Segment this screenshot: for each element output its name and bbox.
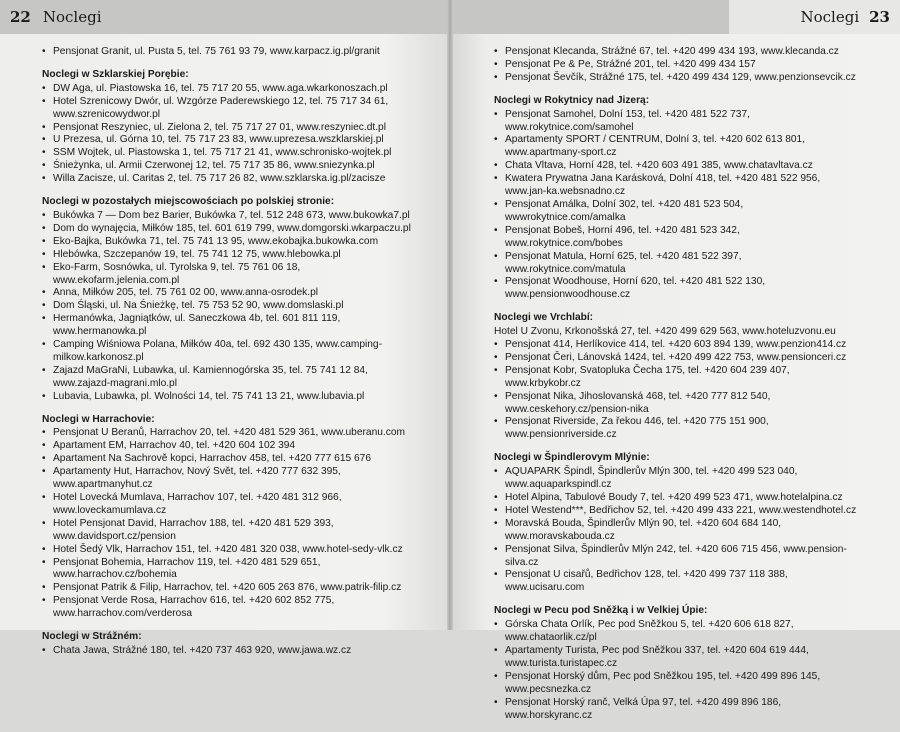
list-item: • Pensjonat Granit, ul. Pusta 5, tel. 75 761 93 79, www.karpacz.ig.pl/granit — [42, 46, 422, 59]
list-item: • Willa Zacisze, ul. Caritas 2, tel. 75 717 26 82, www.szklarska.ig.pl/zacisze — [42, 173, 422, 186]
list-item: • Apartamenty SPORT / CENTRUM, Dolní 3, tel. +420 602 613 801, www.apartmany-sport.cz — [494, 134, 860, 160]
list-item: • Pensjonat Kobr, Svatopluka Čecha 175, tel. +420 604 239 407, www.krbykobr.cz — [494, 365, 860, 391]
list-item: • AQUAPARK Špindl, Špindlerův Mlýn 300, tel. +420 499 523 040, www.aquaparkspindl.cz — [494, 466, 860, 492]
list-item: • Pensjonat Silva, Špindlerův Mlýn 242, tel. +420 606 715 456, www.pension-silva.cz — [494, 544, 860, 570]
list-item: • Zajazd MaGraNi, Lubawka, ul. Kamiennogórska 35, tel. 75 741 12 84, www.zajazd-magrani.mlo.pl — [42, 365, 422, 391]
list-item: • Pensjonat Samohel, Dolní 153, tel. +420 481 522 737, www.rokytnice.com/samohel — [494, 109, 860, 135]
list-item: • Hlebówka, Szczepanów 19, tel. 75 741 12 75, www.hlebowka.pl — [42, 249, 422, 262]
list-item: • Pensjonat Horský dům, Pec pod Sněžkou 195, tel. +420 499 896 145, www.pecsnezka.cz — [494, 671, 860, 697]
list-item: • Camping Wiśniowa Polana, Miłków 40a, tel. 692 430 135, www.camping-milkow.karkonosz.pl — [42, 339, 422, 365]
list-item: • Hotel Šedý Vlk, Harrachov 151, tel. +420 481 320 038, www.hotel-sedy-vlk.cz — [42, 544, 422, 557]
list-item: • Pensjonat Nika, Jihoslovanská 468, tel. +420 777 812 540, www.ceskehory.cz/pension-nika — [494, 391, 860, 417]
list-item: • Pensjonat Bohemia, Harrachov 119, tel. +420 481 529 651, www.harrachov.cz/bohemia — [42, 557, 422, 583]
lodging-section — [42, 196, 422, 404]
right-page-content — [494, 46, 860, 732]
lodging-section — [494, 605, 860, 722]
list-item: • SSM Wojtek, ul. Piastowska 1, tel. 75 717 21 41, www.schronisko-wojtek.pl — [42, 147, 422, 160]
lodging-section — [42, 414, 422, 622]
list-item: • Pensjonat Pe & Pe, Strážné 201, tel. +420 499 434 157 — [494, 59, 860, 72]
section-title: Noclegi w Špindlerovym Mlýnie: — [494, 452, 650, 464]
list-item: • Apartament Na Sachrově kopci, Harrachov 458, tel. +420 777 615 676 — [42, 453, 422, 466]
list-item: • Pensjonat Verde Rosa, Harrachov 616, tel. +420 602 852 775, www.harrachov.com/verderosa — [42, 595, 422, 621]
list-item: • Pensjonat Čeri, Lánovská 1424, tel. +420 499 422 753, www.pensionceri.cz — [494, 352, 860, 365]
list-item: • Pensjonat Reszyniec, ul. Zielona 2, tel. 75 717 27 01, www.reszyniec.dt.pl — [42, 122, 422, 135]
list-item: • Pensjonat Klecanda, Strážné 67, tel. +420 499 434 193, www.klecanda.cz — [494, 46, 860, 59]
section-title: Noclegi w Rokytnicy nad Jizerą: — [494, 94, 650, 106]
lodging-list — [494, 619, 860, 722]
list-item: • Chata Vltava, Horní 428, tel. +420 603 491 385, www.chatavltava.cz — [494, 160, 860, 173]
page-title: Noclegi — [42, 8, 102, 26]
list-item: • Anna, Miłków 205, tel. 75 761 02 00, www.anna-osrodek.pl — [42, 287, 422, 300]
list-item: • Pensjonat Riverside, Za řekou 446, tel. +420 775 151 900, www.pensionriverside.cz — [494, 416, 860, 442]
list-item: • Hotel Pensjonat David, Harrachov 188, tel. +420 481 529 393, www.davidsport.cz/pension — [42, 518, 422, 544]
list-item: Hotel U Zvonu, Krkonošská 27, tel. +420 499 629 563, www.hoteluzvonu.eu — [494, 326, 836, 338]
list-item: • Hotel Westend***, Bedřichov 52, tel. +420 499 433 221, www.westendhotel.cz — [494, 505, 860, 518]
lodging-list — [494, 109, 860, 303]
section-title: Noclegi we Vrchlabí: — [494, 312, 594, 324]
lodging-section — [494, 46, 860, 85]
list-item: • Bukówka 7 — Dom bez Barier, Bukówka 7, tel. 512 248 673, www.bukowka7.pl — [42, 210, 422, 223]
list-item: • Śnieżynka, ul. Armii Czerwonej 12, tel. 75 717 35 86, www.sniezynka.pl — [42, 160, 422, 173]
page-number: 23 — [869, 8, 890, 26]
lodging-list — [42, 46, 422, 59]
lodging-section — [494, 312, 860, 442]
section-title: Noclegi w Harrachovie: — [42, 413, 155, 425]
list-item: • Apartamenty Turista, Pec pod Sněžkou 337, tel. +420 604 619 444, www.turista.turistapec.cz — [494, 645, 860, 671]
lodging-section — [42, 69, 422, 186]
list-item: • Dom do wynajęcia, Miłków 185, tel. 601 619 799, www.domgorski.wkarpaczu.pl — [42, 223, 422, 236]
lodging-list — [494, 46, 860, 85]
list-item: • Pensjonat Matula, Horní 625, tel. +420 481 522 397, www.rokytnice.com/matula — [494, 251, 860, 277]
page-title: Noclegi — [800, 8, 860, 26]
list-item: • Pensjonat 414, Herlíkovice 414, tel. +420 603 894 139, www.penzion414.cz — [494, 339, 860, 352]
lodging-list — [494, 466, 860, 595]
lodging-list — [42, 427, 422, 621]
lodging-section — [494, 95, 860, 303]
lodging-list — [42, 645, 422, 658]
section-title: Noclegi w Strážném: — [42, 631, 142, 643]
left-page — [0, 0, 450, 656]
list-item: • Hotel Alpina, Tabulové Boudy 7, tel. +420 499 523 471, www.hotelalpina.cz — [494, 492, 860, 505]
list-item: • Dom Śląski, ul. Na Śnieżkę, tel. 75 753 52 90, www.domslaski.pl — [42, 300, 422, 313]
lodging-list — [42, 210, 422, 404]
list-item: • Pensjonat Ševčík, Strážné 175, tel. +420 499 434 129, www.penzionsevcik.cz — [494, 72, 860, 85]
list-item: • U Prezesa, ul. Górna 10, tel. 75 717 23 83, www.uprezesa.wszklarskiej.pl — [42, 134, 422, 147]
left-page-header — [0, 0, 450, 34]
list-item: • Moravská Bouda, Špindlerův Mlýn 90, tel. +420 604 684 140, www.moravskabouda.cz — [494, 518, 860, 544]
lodging-section — [494, 452, 860, 595]
section-title: Noclegi w Pecu pod Sněžką i w Velkiej Úpie: — [494, 605, 708, 617]
list-item: • Pensjonat U Beranů, Harrachov 20, tel. +420 481 529 361, www.uberanu.com — [42, 427, 422, 440]
lodging-section — [42, 631, 422, 658]
list-item: • Eko-Bajka, Bukówka 71, tel. 75 741 13 95, www.ekobajka.bukowka.com — [42, 236, 422, 249]
lodging-section — [42, 46, 422, 59]
list-item: • Pensjonat Patrik & Filip, Harrachov, tel. +420 605 263 876, www.patrik-filip.cz — [42, 582, 422, 595]
page-number: 22 — [10, 8, 31, 26]
lodging-list — [42, 83, 422, 186]
book-gutter — [447, 0, 453, 630]
right-page — [450, 0, 900, 721]
list-item: • Pensjonat Amálka, Dolní 302, tel. +420 481 523 504, wwwrokytnice.com/amalka — [494, 199, 860, 225]
list-item: • Hotel Lovecká Mumlava, Harrachov 107, tel. +420 481 312 966, www.loveckamumlava.cz — [42, 492, 422, 518]
list-item: • Hotel Szrenicowy Dwór, ul. Wzgórze Paderewskiego 12, tel. 75 717 34 61, www.szrenicowydwor.pl — [42, 96, 422, 122]
lodging-list — [494, 326, 860, 442]
list-item: • Pensjonat Woodhouse, Horní 620, tel. +420 481 522 130, www.pensionwoodhouse.cz — [494, 276, 860, 302]
list-item: • Lubavia, Lubawka, pl. Wolności 14, tel. 75 741 13 21, www.lubavia.pl — [42, 391, 422, 404]
list-item: • Górska Chata Orlík, Pec pod Sněžkou 5, tel. +420 606 618 827, www.chataorlik.cz/pl — [494, 619, 860, 645]
list-item: • Apartament EM, Harrachov 40, tel. +420 604 102 394 — [42, 440, 422, 453]
list-item: • Kwatera Prywatna Jana Karásková, Dolní 418, tel. +420 481 522 956, www.jan-ka.websnadno.cz — [494, 173, 860, 199]
section-title: Noclegi w pozostałych miejscowościach po polskiej stronie: — [42, 196, 335, 208]
list-item: • Eko-Farm, Sosnówka, ul. Tyrolska 9, tel. 75 761 06 18, www.ekofarm.jelenia.com.pl — [42, 262, 422, 288]
list-item: • Pensjonat U cisařů, Bedřichov 128, tel. +420 499 737 118 388, www.ucisaru.com — [494, 569, 860, 595]
left-page-content — [42, 46, 422, 668]
list-item: • Chata Jawa, Strážné 180, tel. +420 737 463 920, www.jawa.wz.cz — [42, 645, 422, 658]
right-page-header — [450, 0, 900, 34]
section-title: Noclegi w Szklarskiej Porębie: — [42, 68, 189, 80]
list-item: • Pensjonat Bobeš, Horní 496, tel. +420 481 523 342, www.rokytnice.com/bobes — [494, 225, 860, 251]
list-item: • Apartamenty Hut, Harrachov, Nový Svět, tel. +420 777 632 395, www.apartmanyhut.cz — [42, 466, 422, 492]
list-item: • Pensjonat Horský ranč, Velká Úpa 97, tel. +420 499 896 186, www.horskyranc.cz — [494, 697, 860, 723]
list-item: • Hermanówka, Jagniątków, ul. Saneczkowa 4b, tel. 601 811 119, www.hermanowka.pl — [42, 313, 422, 339]
list-item: • DW Aga, ul. Piastowska 16, tel. 75 717 20 55, www.aga.wkarkonoszach.pl — [42, 83, 422, 96]
